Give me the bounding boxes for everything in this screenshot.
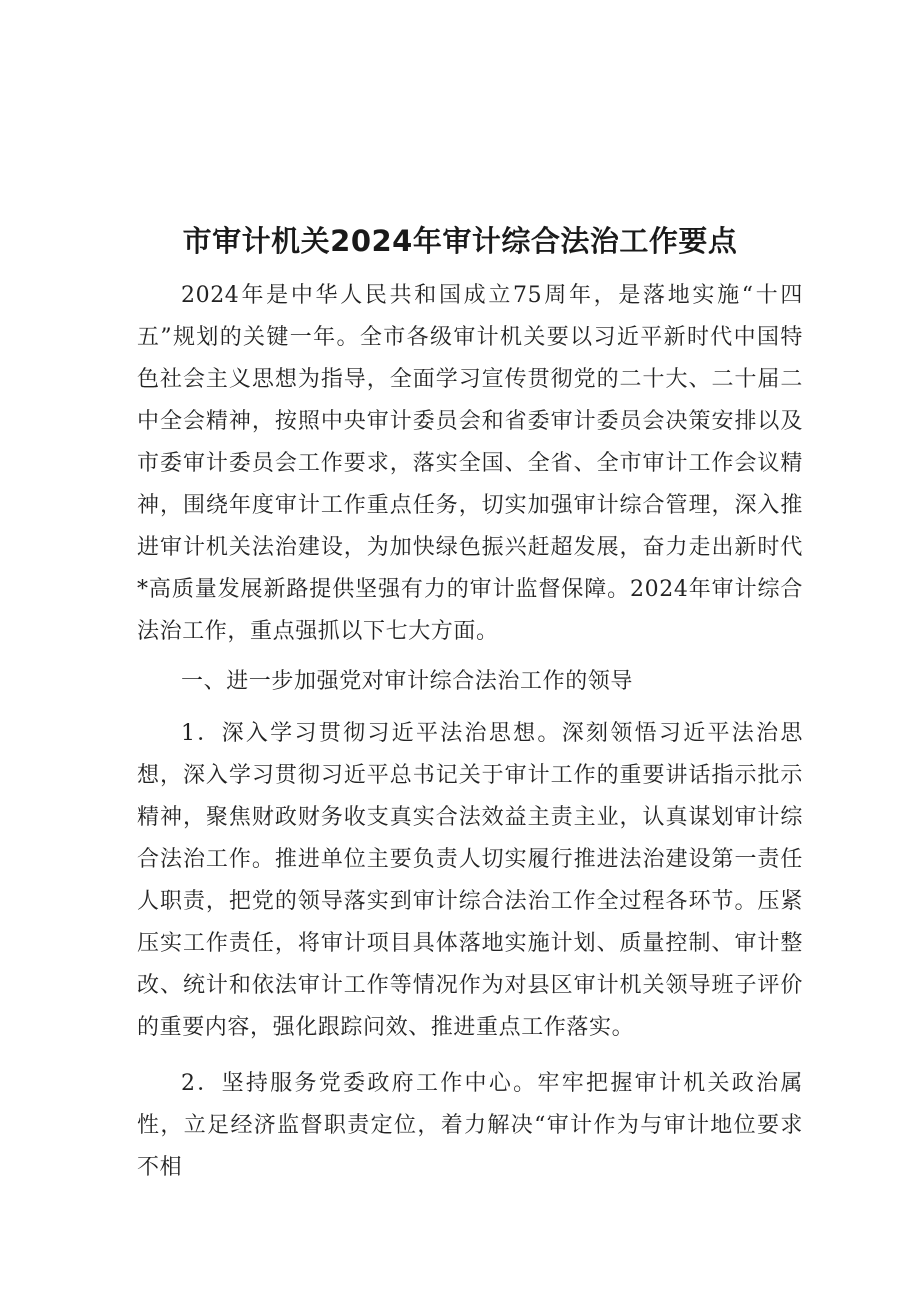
document-title: 市审计机关2024年审计综合法治工作要点 [182,224,738,258]
intro-paragraph: 2024年是中华人民共和国成立75周年，是落地实施“十四五”规划的关键一年。全市各级审计机关要以习近平新时代中国特色社会主义思想为指导，全面学习宣传贯彻党的二十大、二十届二中全会精神，按照中央审计委员会和省委审计委员会决策安排以及市委审计委员会工作要求，落实全国、全省、全市审计工作会议精神，围绕年度审计工作重点任务，切实加强审计综合管理，深入推进审计机关法治建设，为加快绿色振兴赶超发展，奋力走出新时代*高质量发展新路提供坚强有力的审计监督保障。2024年审计综合法治工作，重点强抓以下七大方面。 [137,283,803,644]
section-heading-1: 一、进一步加强党对审计综合法治工作的领导 [181,669,634,694]
item-paragraph-1: 1．深入学习贯彻习近平法治思想。深刻领悟习近平法治思想，深入学习贯彻习近平总书记关于审计工作的重要讲话指示批示精神，聚焦财政财务收支真实合法效益主责主业，认真谋划审计综合法治工作。推进单位主要负责人切实履行推进法治建设第一责任人职责，把党的领导落实到审计综合法治工作全过程各环节。压紧压实工作责任，将审计项目具体落地实施计划、质量控制、审计整改、统计和依法审计工作等情况作为对县区审计机关领导班子评价的重要内容，强化跟踪问效、推进重点工作落实。 [137,721,803,1040]
document-body [137,275,803,1189]
item-paragraph-2: 2．坚持服务党委政府工作中心。牢牢把握审计机关政治属性，立足经济监督职责定位，着力解决“审计作为与审计地位要求不相 [137,1071,803,1180]
